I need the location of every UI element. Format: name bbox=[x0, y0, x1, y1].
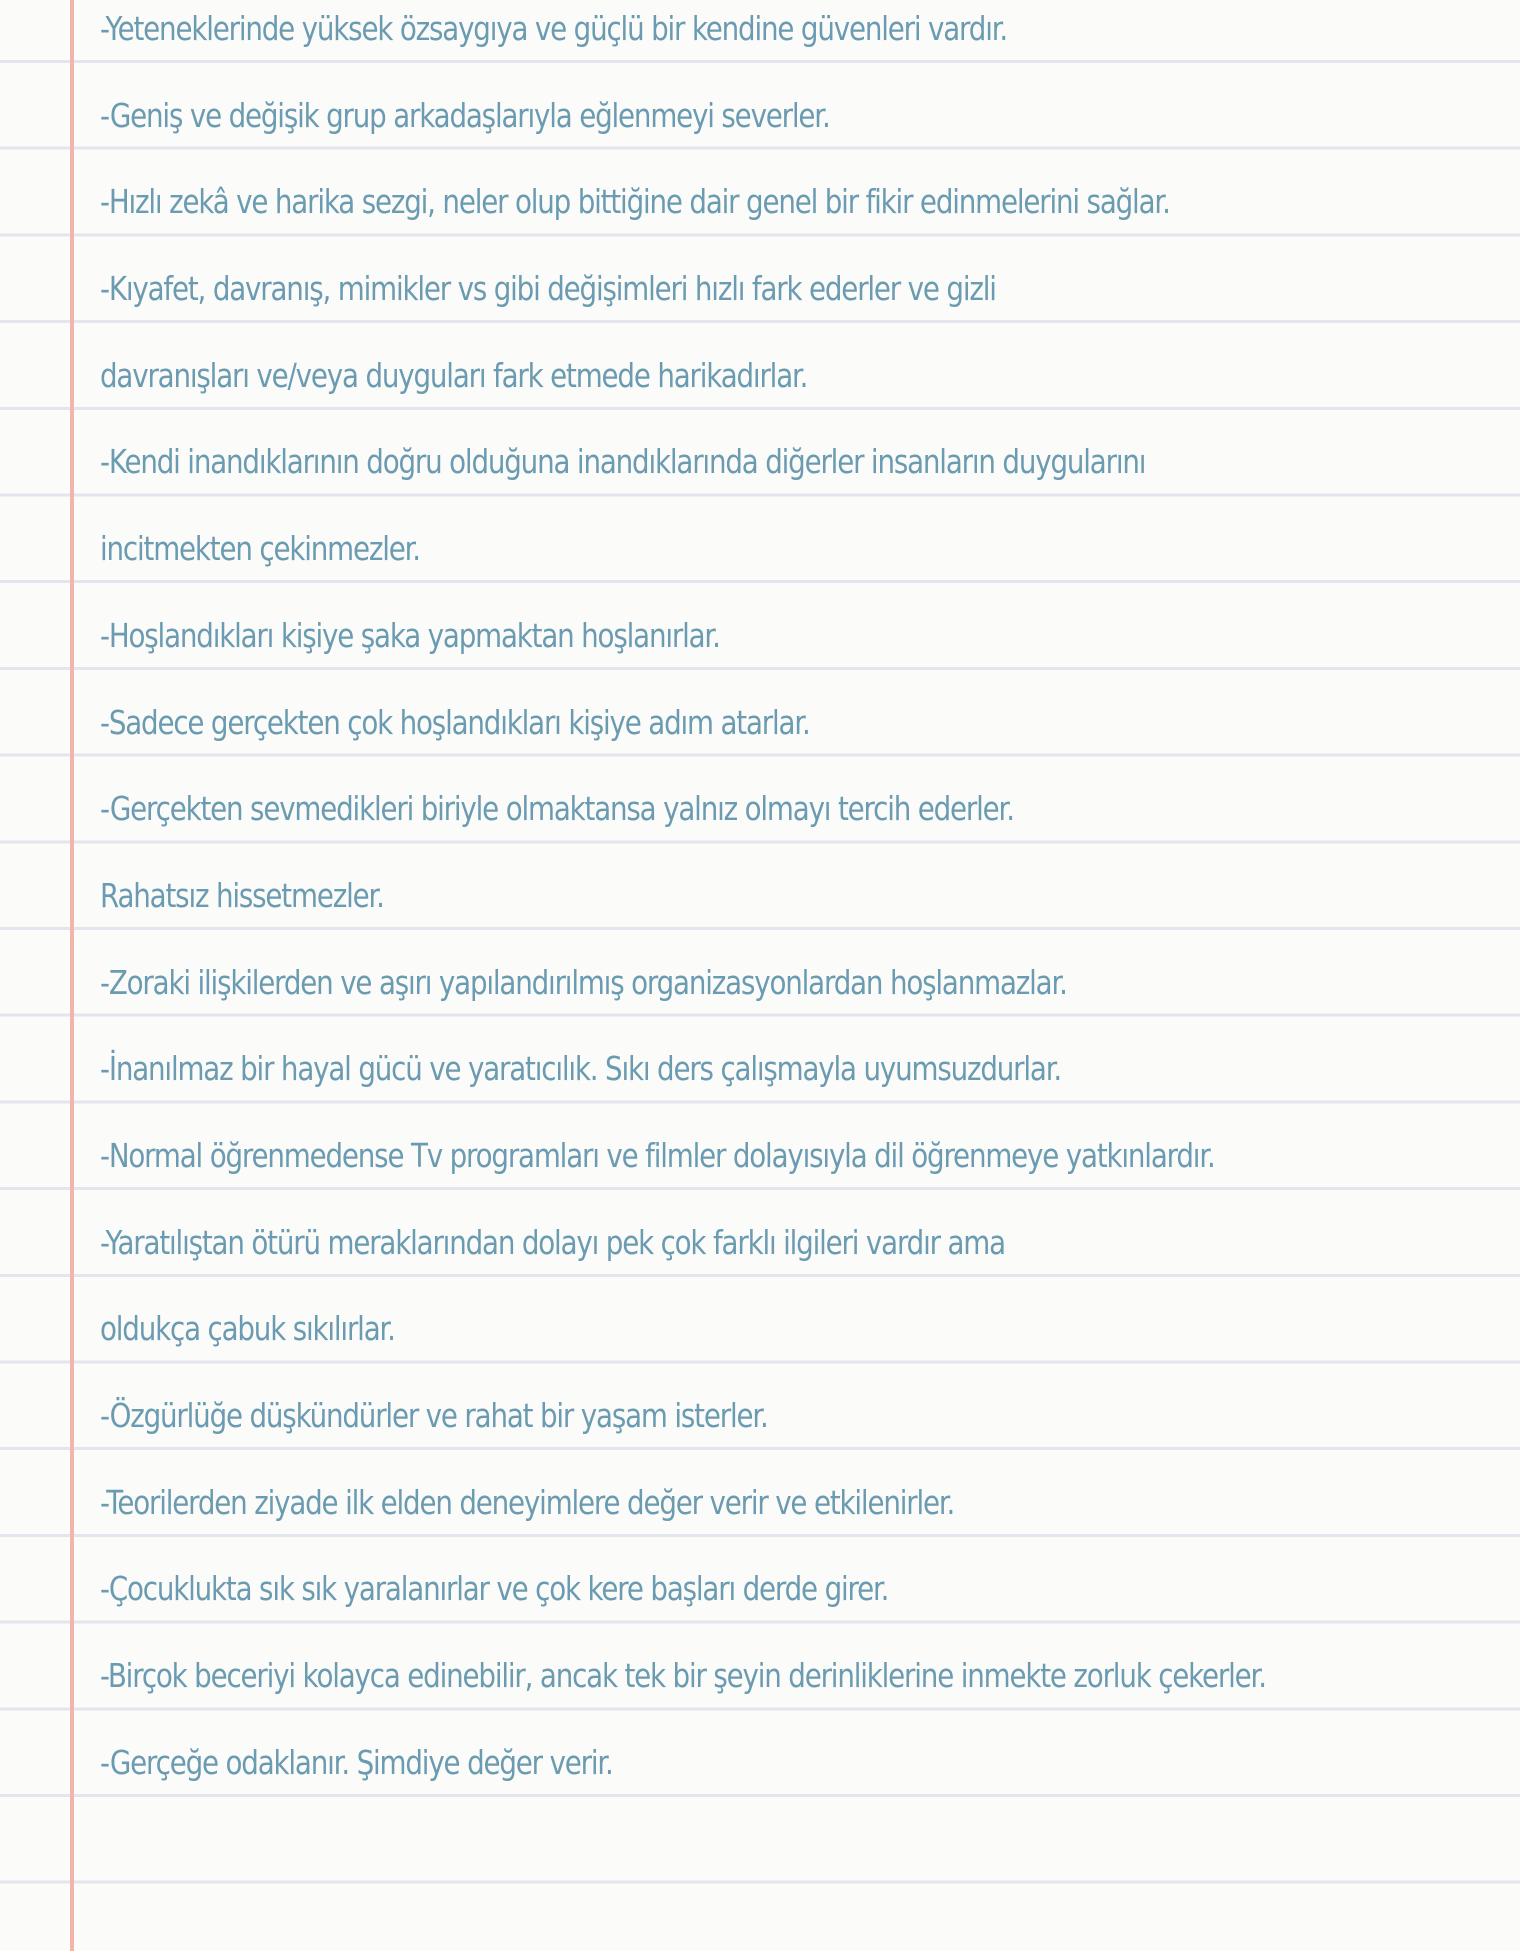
note-line: -Birçok beceriyi kolayca edinebilir, ancak tek bir şeyin derinliklerine inmekte zorluk çekerler. bbox=[100, 1656, 1266, 1696]
note-line: -Geniş ve değişik grup arkadaşlarıyla eğlenmeyi severler. bbox=[100, 95, 830, 135]
note-line: Rahatsız hissetmezler. bbox=[100, 875, 384, 915]
note-line: -Gerçeğe odaklanır. Şimdiye değer verir. bbox=[100, 1742, 613, 1782]
note-line: -Kıyafet, davranış, mimikler vs gibi değişimleri hızlı fark ederler ve gizli bbox=[100, 269, 996, 309]
note-line: -Kendi inandıklarının doğru olduğuna inandıklarında diğerler insanların duygularını bbox=[100, 442, 1146, 482]
note-line: oldukça çabuk sıkılırlar. bbox=[100, 1309, 395, 1349]
note-line: -Çocuklukta sık sık yaralanırlar ve çok kere başları derde girer. bbox=[100, 1569, 889, 1609]
note-line: -Teorilerden ziyade ilk elden deneyimlere değer verir ve etkilenirler. bbox=[100, 1482, 955, 1522]
note-line: -İnanılmaz bir hayal gücü ve yaratıcılık. Sıkı ders çalışmayla uyumsuzdurlar. bbox=[100, 1049, 1062, 1089]
note-line: -Yeteneklerinde yüksek özsaygıya ve güçlü bir kendine güvenleri vardır. bbox=[100, 9, 1008, 48]
note-line: -Gerçekten sevmedikleri biriyle olmaktansa yalnız olmayı tercih ederler. bbox=[100, 789, 1014, 829]
note-line: -Özgürlüğe düşkündürler ve rahat bir yaşam isterler. bbox=[100, 1396, 768, 1435]
note-line: -Zoraki ilişkilerden ve aşırı yapılandırılmış organizasyonlardan hoşlanmazlar. bbox=[100, 962, 1067, 1002]
note-line: -Yaratılıştan ötürü meraklarından dolayı pek çok farklı ilgileri vardır ama bbox=[100, 1222, 1005, 1262]
margin-line bbox=[70, 0, 74, 1951]
note-lines bbox=[100, 0, 1500, 1820]
note-line: -Hoşlandıkları kişiye şaka yapmaktan hoşlanırlar. bbox=[100, 615, 720, 655]
note-line: -Hızlı zekâ ve harika sezgi, neler olup bittiğine dair genel bir fikir edinmelerini sağlar. bbox=[100, 182, 1170, 222]
note-line: davranışları ve/veya duyguları fark etmede harikadırlar. bbox=[100, 355, 808, 395]
note-line: incitmekten çekinmezler. bbox=[100, 529, 420, 569]
note-line: -Normal öğrenmedense Tv programları ve filmler dolayısıyla dil öğrenmeye yatkınlardır. bbox=[100, 1135, 1215, 1175]
note-line: -Sadece gerçekten çok hoşlandıkları kişiye adım atarlar. bbox=[100, 702, 810, 742]
